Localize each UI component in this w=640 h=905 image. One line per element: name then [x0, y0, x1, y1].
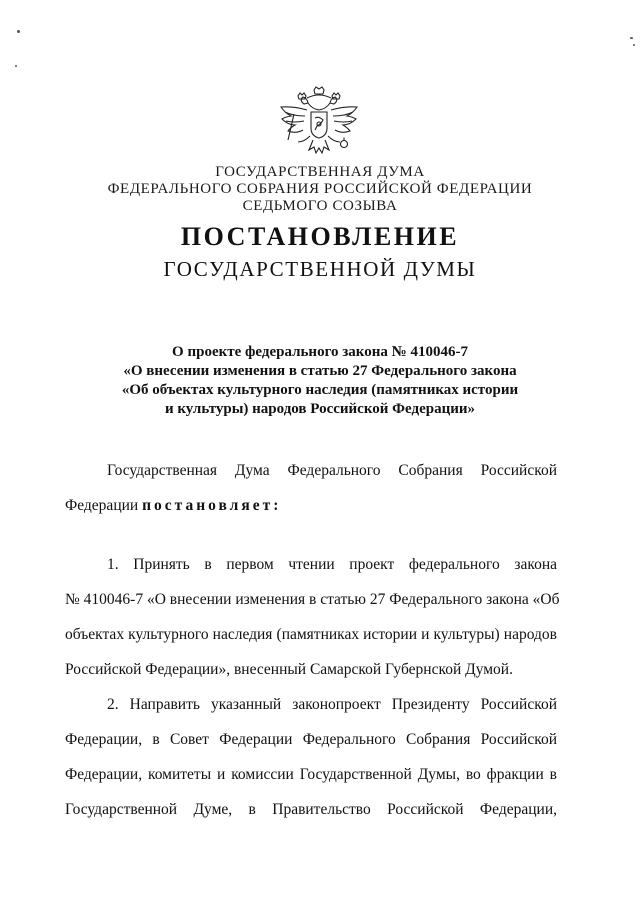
resolves-keyword: постановляет: — [142, 497, 282, 514]
item-2-line: Государственной Думе, в Правительство Российской Федерации, — [65, 801, 557, 818]
subject-line: и культуры) народов Российской Федерации» — [164, 401, 476, 417]
item-1-line: Российской Федерации», внесенный Самарской Губернской Думой. — [65, 661, 513, 678]
subject-line: «Об объектах культурного наследия (памятниках истории — [121, 382, 519, 398]
item-1-line: № 410046-7 «О внесении изменения в статью 27 Федерального закона «Об — [65, 591, 560, 608]
scan-speck — [630, 37, 633, 39]
preamble-line: Государственная Дума Федерального Собрания Российской — [107, 462, 557, 479]
scan-speck — [17, 30, 20, 33]
scan-speck — [15, 65, 17, 67]
org-name-line3: СЕДЬМОГО СОЗЫВА — [242, 198, 398, 214]
document-subtitle: ГОСУДАРСТВЕННОЙ ДУМЫ — [163, 257, 477, 281]
subject-line: О проекте федерального закона № 410046-7 — [172, 344, 468, 360]
document-type-title: ПОСТАНОВЛЕНИЕ — [180, 222, 460, 251]
item-2-line: 2. Направить указанный законопроект Президенту Российской — [107, 696, 557, 713]
item-1-line: объектах культурного наследия (памятниках истории и культуры) народов — [65, 626, 557, 643]
org-name-line1: ГОСУДАРСТВЕННАЯ ДУМА — [215, 164, 425, 180]
item-2-line: Федерации, комитеты и комиссии Государственной Думы, во фракции в — [65, 766, 557, 783]
item-1-line: 1. Принять в первом чтении проект федерального закона — [107, 556, 557, 573]
item-2-line: Федерации, в Совет Федерации Федерального Собрания Российской — [65, 731, 557, 748]
preamble-line — [65, 497, 557, 515]
subject-line: «О внесении изменения в статью 27 Федерального закона — [123, 363, 517, 379]
coat-of-arms-emblem-icon — [274, 84, 364, 164]
preamble-text: Федерации — [65, 497, 143, 514]
org-name-line2: ФЕДЕРАЛЬНОГО СОБРАНИЯ РОССИЙСКОЙ ФЕДЕРАЦИИ — [107, 181, 533, 197]
scan-speck — [633, 44, 635, 46]
